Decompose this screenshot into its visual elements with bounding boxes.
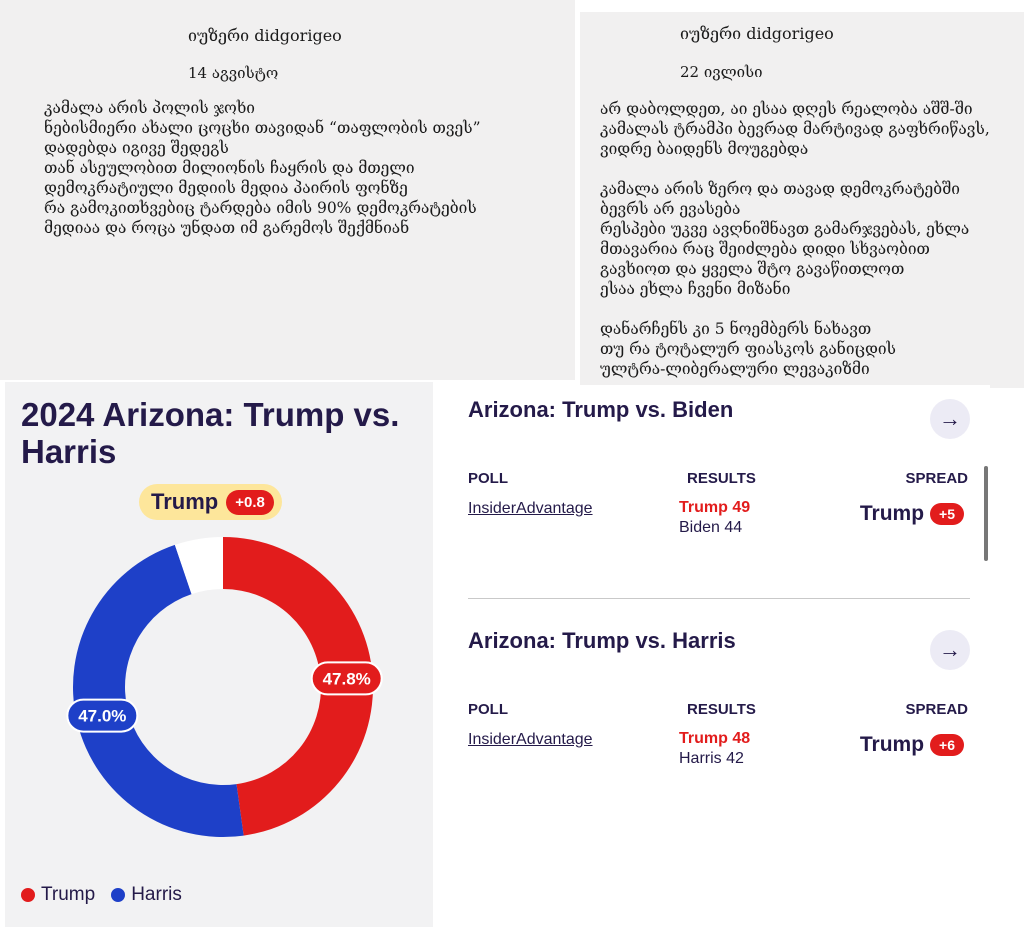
spread-badge: +5 (930, 503, 964, 525)
post-date: 14 აგვისტო (188, 64, 279, 82)
post-body: არ დაბოლდეთ, აი ესაა დღეს რეალობა აშშ-ში კამალას ტრამპი ბევრად მარტივად გაფხრიწავს, ვიდრე ბაიდენს მოუგებდა კამალა არის ზერო და თავად დემოკრატებში ბევრს არ ევასება რესპები უკვე ავღნიშნავთ გამარჯვებას, ეხლა მთავარია რაც შეიძლება დიდი სხვაობით გავხიოთ და ყველა შტო გავაწითლოთ ესაა ეხლა ჩვენი მიზანი დანარჩენს კი 5 ნოემბერს ნახავთ თუ რა ტოტალურ ფიასკოს განიცდის ულტრა-ლიბერალური ლევაკიზმი (600, 100, 990, 378)
spread-name: Trump (859, 502, 925, 525)
text-post-2 (580, 12, 1024, 388)
legend-item-harris (111, 884, 182, 906)
donut-chart (5, 522, 433, 862)
chart-legend (21, 884, 182, 906)
poll-header: POLL (468, 701, 508, 718)
spread-indicator (860, 502, 964, 526)
result-leader: Trump 48 (679, 730, 751, 747)
svg-text:47.0%: 47.0% (78, 706, 127, 726)
chart-title: 2024 Arizona: Trump vs. Harris (21, 396, 400, 470)
scrollbar[interactable] (984, 466, 988, 561)
svg-text:47.8%: 47.8% (322, 669, 371, 689)
poll-header: POLL (468, 470, 508, 487)
result-other: Harris 42 (679, 750, 744, 767)
result-other: Biden 44 (679, 519, 743, 536)
arrow-right-icon[interactable]: → (930, 399, 970, 439)
leader-name: Trump (151, 489, 219, 514)
post-author: იუზერი didgorigeo (680, 24, 834, 43)
leader-margin-badge: +0.8 (226, 490, 274, 515)
spread-indicator (860, 733, 964, 757)
legend-swatch (111, 888, 125, 902)
spread-name: Trump (859, 733, 925, 756)
leader-pill (139, 484, 282, 520)
card-divider (468, 598, 970, 599)
spread-badge: +6 (930, 734, 964, 756)
result-leader: Trump 49 (679, 499, 751, 516)
card-title[interactable]: Arizona: Trump vs. Harris (468, 628, 736, 653)
donut-chart-panel (5, 382, 433, 927)
poll-card-trump-harris[interactable] (468, 616, 970, 816)
arrow-right-icon[interactable]: → (930, 630, 970, 670)
spread-header: SPREAD (905, 701, 968, 718)
slice-label (67, 700, 137, 732)
legend-swatch (21, 888, 35, 902)
pollster-link[interactable]: InsiderAdvantage (468, 731, 593, 748)
post-body: კამალა არის პოლის ჯოხი ნებისმიერი ახალი ცოცხი თავიდან “თაფლობის თვეს” დადებდა იგივე შედეგს თან ასეულობით მილიონის ჩაყრის და მთელი დემოკრატიული მედიის მედია პაირის ფონზე რა გამოკითხვებიც ტარდება იმის 90% დემოკრატების მედიაა და როცა უნდათ იმ გარემოს შექმნიან (44, 99, 481, 237)
post-date: 22 ივლისი (680, 63, 763, 81)
poll-card-trump-biden[interactable] (468, 385, 970, 597)
poll-cards-panel (452, 385, 990, 825)
pollster-link[interactable]: InsiderAdvantage (468, 500, 593, 517)
post-author: იუზერი didgorigeo (188, 26, 342, 45)
results-header: RESULTS (687, 701, 756, 718)
legend-label: Harris (131, 884, 182, 905)
card-title[interactable]: Arizona: Trump vs. Biden (468, 397, 734, 422)
spread-header: SPREAD (905, 470, 968, 487)
legend-item-trump (21, 884, 95, 906)
slice-label (312, 662, 382, 694)
legend-label: Trump (41, 884, 96, 905)
results-header: RESULTS (687, 470, 756, 487)
text-post-1 (0, 0, 575, 380)
